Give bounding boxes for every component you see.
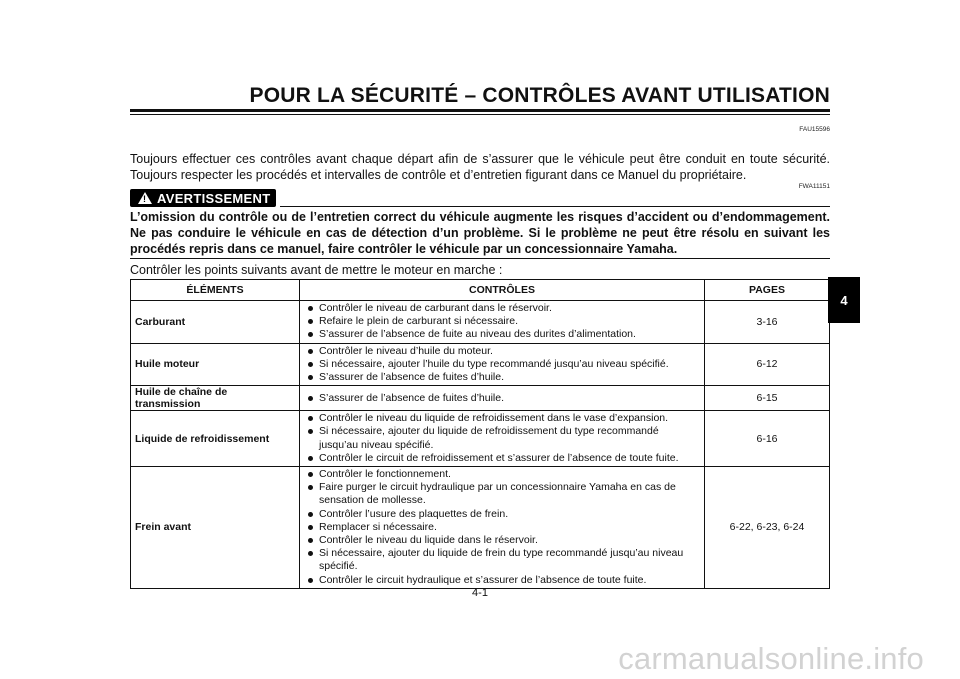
check-item: Contrôler le fonctionnement. <box>304 468 700 481</box>
pages-cell: 6-15 <box>705 386 830 411</box>
check-item: Contrôler le niveau du liquide de refroidissement dans le vase d’expansion. <box>304 412 700 425</box>
check-item: S’assurer de l’absence de fuites d’huile. <box>304 392 700 405</box>
warning-rule-bottom <box>130 258 830 259</box>
check-item: Si nécessaire, ajouter du liquide de refroidissement du type recommandé jusqu’au niveau spécifié. <box>304 425 700 451</box>
pages-cell: 6-16 <box>705 411 830 467</box>
title-rule-thin <box>130 114 830 115</box>
pages-cell: 3-16 <box>705 301 830 344</box>
checks-cell <box>300 301 705 344</box>
intro-paragraph: Toujours effectuer ces contrôles avant chaque départ afin de s’assurer que le véhicule peut être conduit en toute sécurité. Toujours respecter les procédés et intervalles de contrôle et d’entretien figurant dans ce Manuel du propriétaire. <box>130 152 830 182</box>
checks-list <box>304 302 700 342</box>
check-item: Refaire le plein de carburant si nécessaire. <box>304 315 700 328</box>
check-item: Si nécessaire, ajouter du liquide de frein du type recommandé jusqu’au niveau spécifié. <box>304 547 700 573</box>
table-row <box>131 386 830 411</box>
header-elements: ÉLÉMENTS <box>131 280 300 301</box>
header-checks: CONTRÔLES <box>300 280 705 301</box>
page-title: POUR LA SÉCURITÉ – CONTRÔLES AVANT UTILISATION <box>249 84 830 107</box>
pages-cell: 6-22, 6-23, 6-24 <box>705 467 830 589</box>
chapter-tab: 4 <box>828 277 860 323</box>
table-row <box>131 411 830 467</box>
warning-rule <box>280 206 830 207</box>
check-item: Contrôler le circuit de refroidissement et s’assurer de l’absence de toute fuite. <box>304 452 700 465</box>
check-item: S’assurer de l’absence de fuite au niveau des durites d’alimentation. <box>304 328 700 341</box>
element-cell: Frein avant <box>131 467 300 589</box>
table-header-row <box>131 280 830 301</box>
check-item: Si nécessaire, ajouter l’huile du type recommandé jusqu’au niveau spécifié. <box>304 358 700 371</box>
check-item: Contrôler le niveau d’huile du moteur. <box>304 345 700 358</box>
check-item: Contrôler le niveau du liquide dans le réservoir. <box>304 534 700 547</box>
checks-list <box>304 345 700 385</box>
pre-operation-checklist-table <box>130 279 830 589</box>
watermark: carmanualsonline.info <box>618 641 924 676</box>
element-cell: Huile de chaîne de transmission <box>131 386 300 411</box>
warning-text: L’omission du contrôle ou de l’entretien correct du véhicule augmente les risques d’accident ou d’endommagement. Ne pas conduire le véhicule en cas de détection d’un problème. Si le problème ne peut être résolu en suivant les procédés repris dans ce manuel, faire contrôler le véhicule par un concessionnaire Yamaha. <box>130 210 830 256</box>
element-cell: Carburant <box>131 301 300 344</box>
check-item: S’assurer de l’absence de fuites d’huile. <box>304 371 700 384</box>
table-row <box>131 301 830 344</box>
warning-label: AVERTISSEMENT <box>157 190 271 206</box>
element-cell: Huile moteur <box>131 343 300 386</box>
table-row <box>131 467 830 589</box>
checks-list <box>304 468 700 587</box>
checks-list <box>304 392 700 405</box>
check-item: Contrôler le circuit hydraulique et s’assurer de l’absence de toute fuite. <box>304 574 700 587</box>
warning-triangle-icon: ! <box>138 192 152 204</box>
checks-cell <box>300 411 705 467</box>
table-row <box>131 343 830 386</box>
check-item: Contrôler l’usure des plaquettes de frein. <box>304 508 700 521</box>
check-item: Remplacer si nécessaire. <box>304 521 700 534</box>
section-code: FAU15596 <box>799 126 830 133</box>
checks-cell <box>300 386 705 411</box>
header-pages: PAGES <box>705 280 830 301</box>
page-number: 4-1 <box>472 587 488 599</box>
checks-list <box>304 412 700 465</box>
checklist-lead: Contrôler les points suivants avant de mettre le moteur en marche : <box>130 263 503 277</box>
title-rule <box>130 109 830 112</box>
check-item: Contrôler le niveau de carburant dans le réservoir. <box>304 302 700 315</box>
warning-badge <box>130 189 276 207</box>
pages-cell: 6-12 <box>705 343 830 386</box>
element-cell: Liquide de refroidissement <box>131 411 300 467</box>
check-item: Faire purger le circuit hydraulique par un concessionnaire Yamaha en cas de sensation de mollesse. <box>304 481 700 507</box>
warning-code: FWA11151 <box>798 183 830 190</box>
checks-cell <box>300 467 705 589</box>
checks-cell <box>300 343 705 386</box>
